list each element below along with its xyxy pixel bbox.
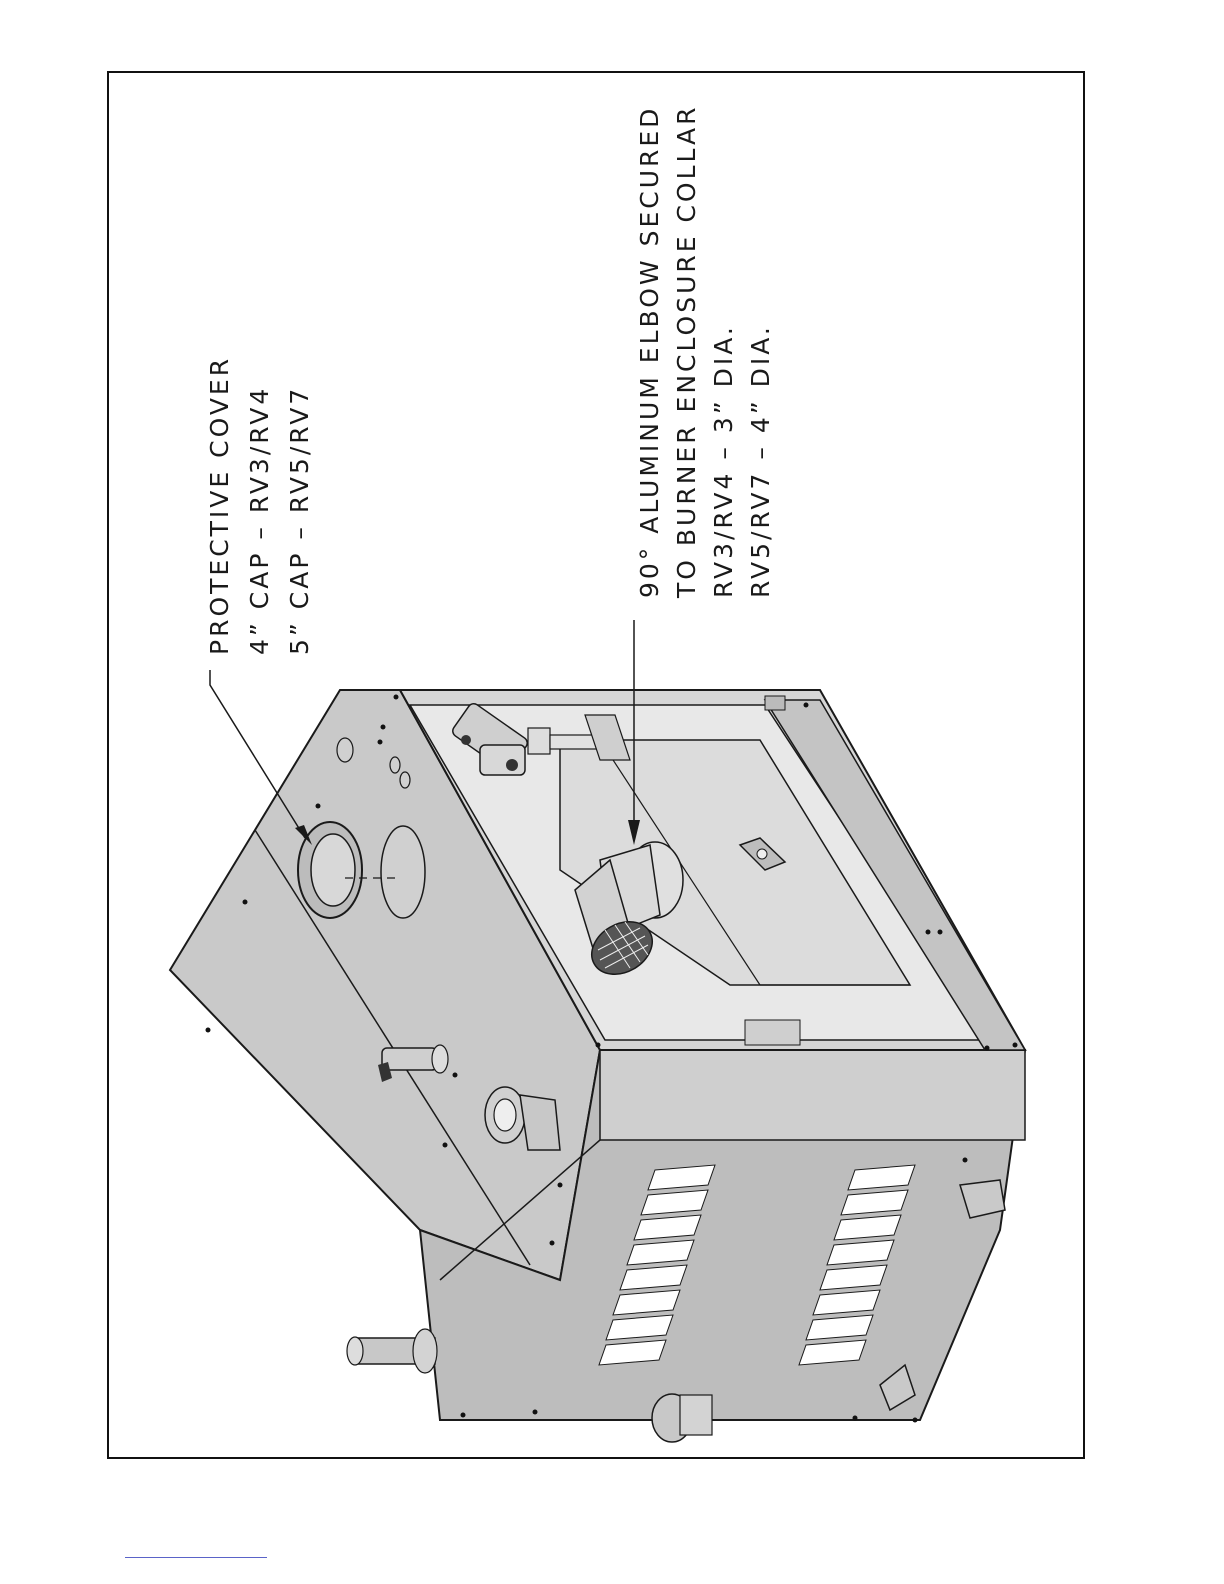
elbow-callout-line2: TO BURNER ENCLOSURE COLLAR [672,104,701,598]
cover-callout-line2: 4” CAP – RV3/RV4 [245,385,274,655]
elbow-callout [635,104,775,599]
rail-cap [765,696,785,710]
enclosure-block [745,1020,800,1045]
corner-post [600,1050,1025,1140]
side-fitting [652,1394,712,1442]
protective-cover-callout [205,356,314,655]
elbow-callout-line1: 90° ALUMINUM ELBOW SECURED [635,105,664,598]
footer-rule [125,1557,267,1558]
elbow-callout-line4: RV5/RV7 – 4” DIA. [746,324,775,598]
vent-collar-opening [381,826,425,918]
elbow-callout-line3: RV3/RV4 – 3” DIA. [709,324,738,598]
top-pipe [347,1329,437,1373]
cover-callout-line1: PROTECTIVE COVER [205,355,234,655]
cover-callout-line3: 5” CAP – RV5/RV7 [285,385,314,655]
access-plate-hole [757,849,767,859]
